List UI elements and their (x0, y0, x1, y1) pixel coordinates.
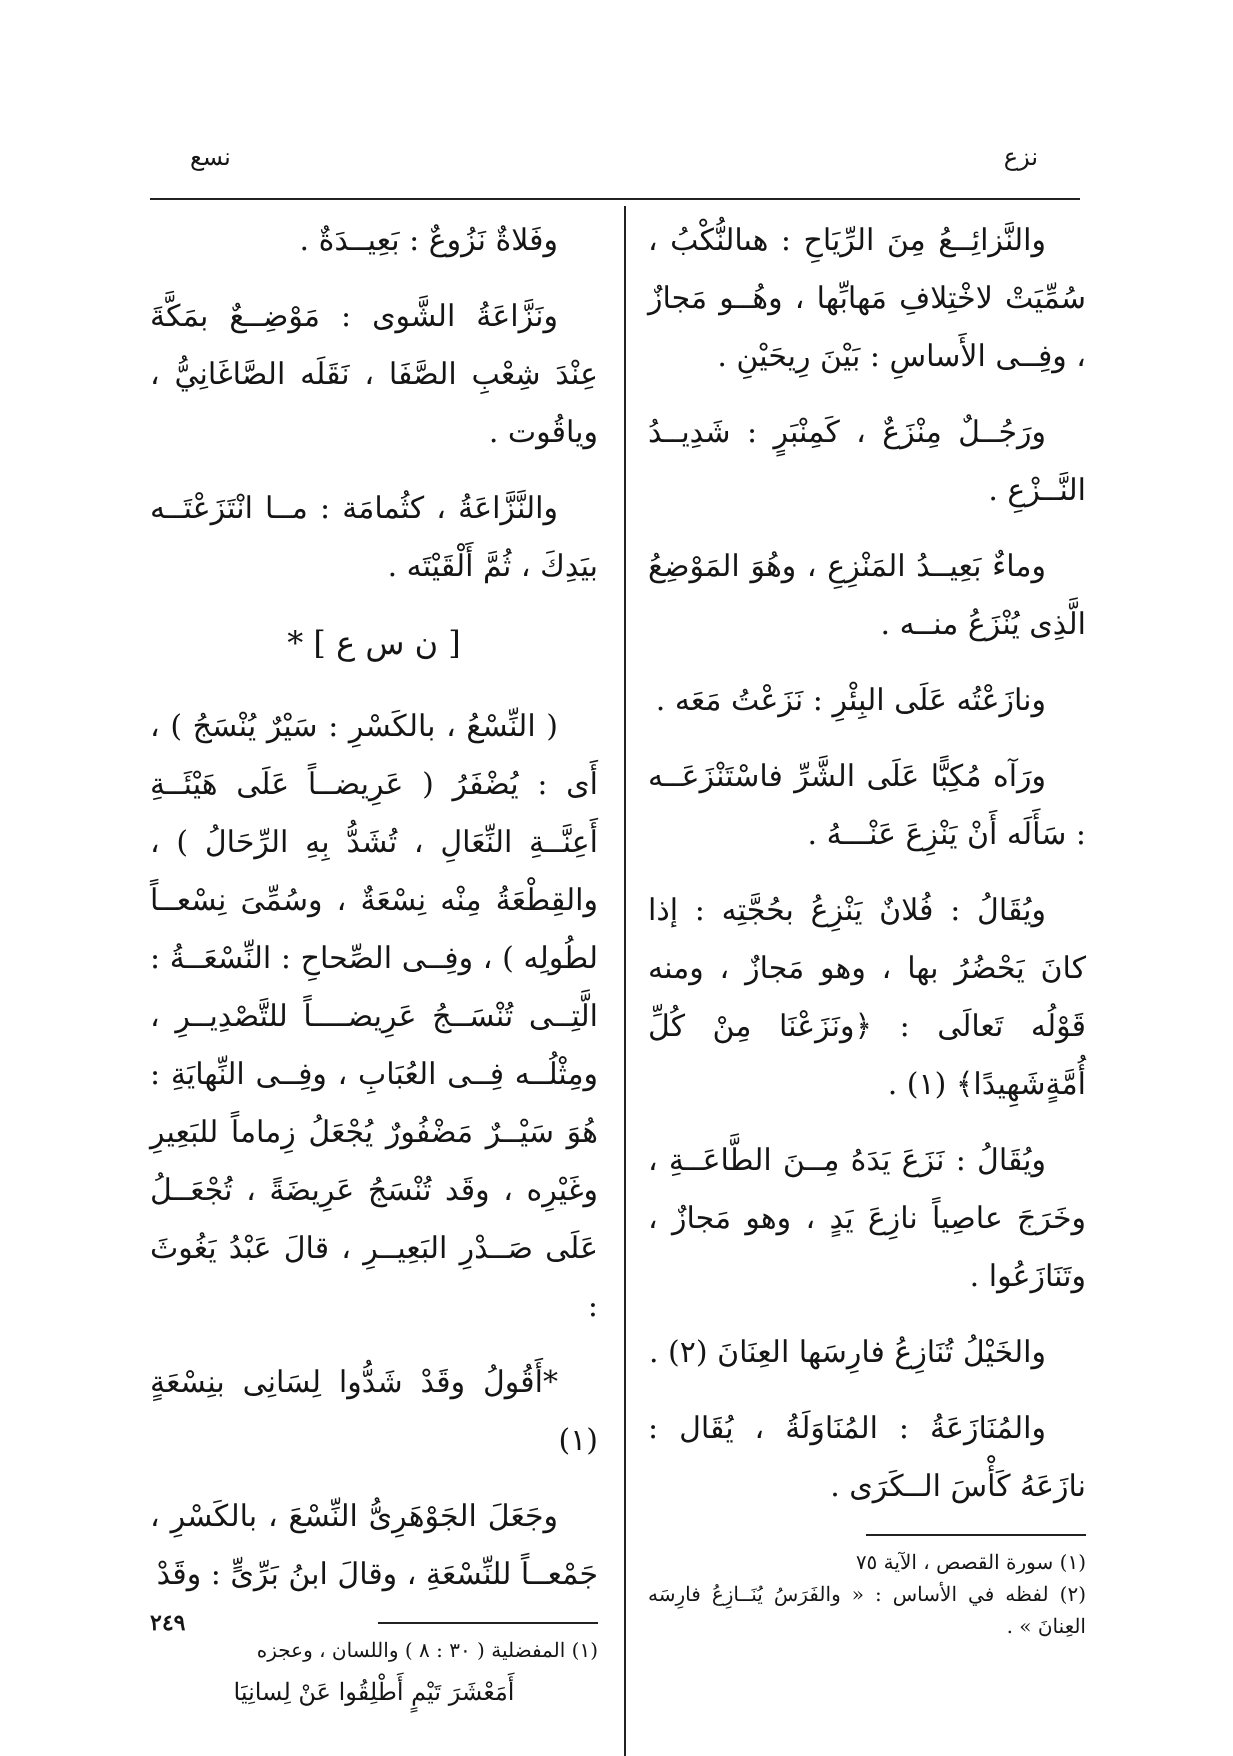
entry-paragraph: ورَجُــلٌ مِنْزَعٌ ، كَمِنْبَرٍ : شَدِيــدُ النَّــزْعِ . (648, 415, 1086, 508)
entry-paragraph: وجَعَلَ الجَوْهَرِىُّ النِّسْعَ ، بالكَسْرِ ، جَمْعــاً للنِّسْعَةِ ، وقالَ ابنُ بَرِّىٍّ : وقَدْ (150, 1499, 598, 1592)
header-root-left: نسع (190, 143, 231, 171)
left-column (150, 212, 598, 1712)
entry-paragraph: ونَزَّاعَةُ الشَّوى : مَوْضِــعٌ بمَكَّةَ عِنْدَ شِعْبِ الصَّفَا ، نَقَلَه الصَّاغَانِيُّ ، وياقُوت . (150, 299, 598, 450)
footnote: (١) المفضلية ( ٣٠ : ٨ ) واللسان ، وعجزه (256, 1638, 598, 1662)
footnote: (٢) لفظه في الأساس : « والفَرَسُ يُنَــازِعُ فارِسَه العِنانَ » . (648, 1582, 1086, 1638)
entry-paragraph: والمُنَازَعَةُ : المُنَاوَلَةُ ، يُقَال : نازَعَهُ كَأْسَ الــكَرَى . (648, 1411, 1086, 1504)
column-divider (624, 206, 626, 1756)
entry-paragraph: ويُقَالُ : نَزَعَ يَدَهُ مِــنَ الطَّاعَــةِ ، وخَرَجَ عاصِياً نازِعَ يَدٍ ، وهو مَجازٌ ، وتَنَازَعُوا . (648, 1143, 1086, 1294)
header-rule (150, 198, 1080, 200)
footnote-verse: أَمَعْشَرَ تَيْمٍ أَطْلِقُوا عَنْ لِسانِيَا (233, 1678, 515, 1706)
section-heading: [ ن س ع ] * (287, 624, 461, 662)
entry-paragraph: ويُقَالُ : فُلانٌ يَنْزِعُ بحُجَّتِه : إذا كانَ يَحْضُرُ بها ، وهو مَجازٌ ، ومنه قَوْلُه تَعالَى : ﴿ونَزَعْنَا مِنْ كُلِّ أُمَّةٍشَهِيدًا﴾ (١) . (648, 893, 1086, 1102)
footnote-rule (866, 1534, 1086, 1536)
footnote-rule (378, 1622, 598, 1624)
entry-paragraph: والنَّزائِــعُ مِنَ الرِّيَاحِ : هىالنُّكْبُ ، سُمِّيَتْ لاخْتِلافِ مَهابِّها ، وهُــو مَجازٌ ، وفِــى الأَساسِ : بَيْنَ رِيحَيْنِ . (648, 223, 1086, 374)
entry-paragraph: وماءٌ بَعِيــدُ المَنْزِعِ ، وهُوَ المَوْضِعُ الَّذِى يُنْزَعُ منــه . (648, 549, 1086, 642)
right-column (648, 212, 1086, 1642)
entry-paragraph: وفَلاةٌ نَزُوعٌ : بَعِيــدَةٌ . (299, 223, 558, 258)
header-root-right: نزع (1003, 143, 1038, 171)
entry-paragraph: والنَّزَّاعَةُ ، كثُمامَة : مــا انْتَزَعْتَــه بيَدِكَ ، ثُمَّ أَلْقَيْتَه . (150, 491, 598, 584)
verse-line: *أَقُولُ وقَدْ شَدُّوا لِسَانِى بنِسْعَةٍ (١) (150, 1365, 598, 1458)
entry-paragraph: ( النِّسْعُ ، بالكَسْرِ : سَيْرٌ يُنْسَجُ ) ، أَى : يُضْفَرُ ( عَرِيضــاً عَلَى هَيْئَــةِ أَعِنَّــةِ النِّعَالِ ، تُشَدُّ بِهِ الرِّحَالُ ) ، والقِطْعَةُ مِنْه نِسْعَةٌ ، وسُمِّىَ نِسْعــاً لطُولِه ) ، وفِــى الصِّحاحِ : النِّسْعَــةُ : الَّتِــى تُنْسَــجُ عَرِيضــــاً للتَّصْدِيــرِ ، ومِثْلُــه فِــى العُبَابِ ، وفِــى النِّهايَةِ : هُوَ سَيْــرٌ مَضْفُورٌ يُجْعَلُ زِماماً للبَعِيرِ وغَيْرِه ، وقَد تُنْسَجُ عَرِيضَةً ، تُجْعَــلُ عَلَى صَــدْرِ البَعِيــرِ ، قالَ عَبْدُ يَغُوثَ : (150, 709, 598, 1324)
entry-paragraph: ورَآه مُكِبًّا عَلَى الشَّرِّ فاسْتَنْزَعَــه : سَأَلَه أَنْ يَنْزِعَ عَنْـــهُ . (648, 759, 1086, 852)
entry-paragraph: ونازَعْتُه عَلَى البِئْرِ : نَزَعْتُ مَعَه . (655, 683, 1046, 718)
page-number: ٢٤٩ (150, 1610, 186, 1636)
entry-paragraph: والخَيْلُ تُنَازِعُ فارِسَها العِنَانَ (٢) . (648, 1335, 1046, 1370)
footnote: (١) سورة القصص ، الآية ٧٥ (855, 1550, 1086, 1574)
